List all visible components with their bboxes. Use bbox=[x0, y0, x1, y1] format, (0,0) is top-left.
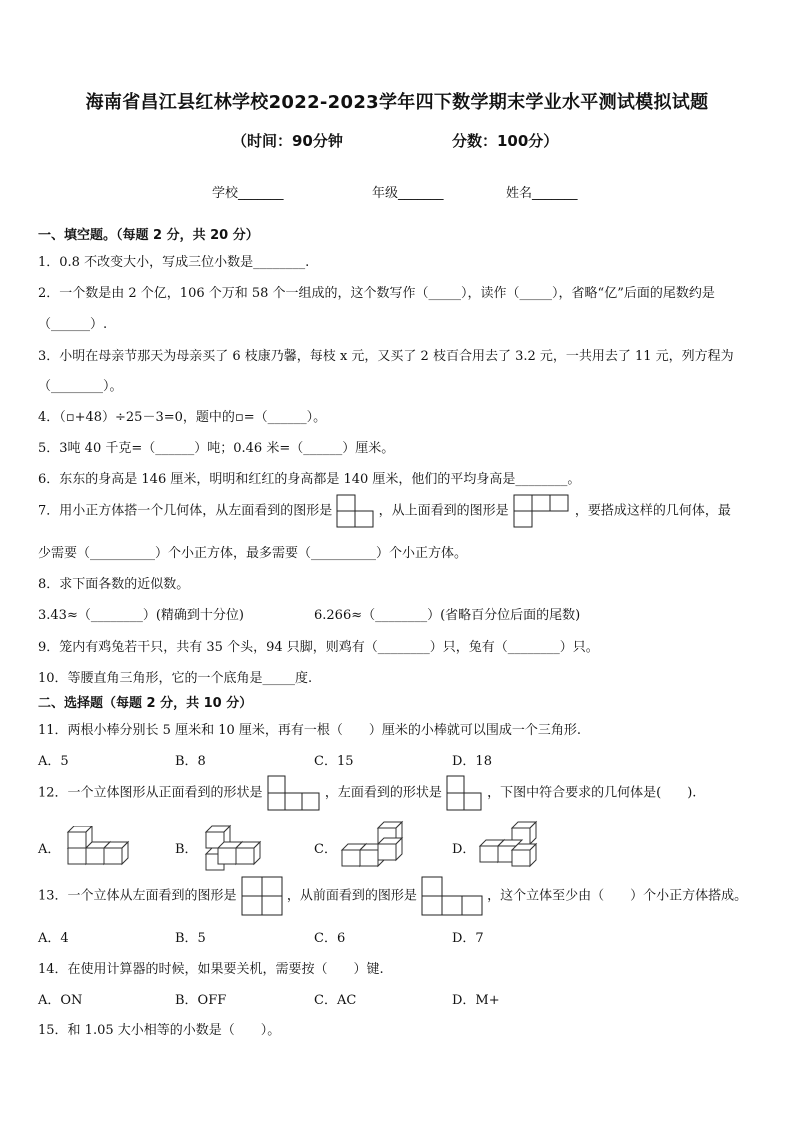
q11-option-b: B．8 bbox=[175, 754, 206, 769]
question-13-text-b: ，从前面看到的图形是 bbox=[286, 888, 417, 904]
cube-figure-a bbox=[66, 826, 132, 866]
q13-option-a: A．4 bbox=[38, 931, 69, 946]
q14-option-d: D．M+ bbox=[452, 993, 500, 1008]
q12-option-c: C． bbox=[314, 842, 337, 857]
q14-option-b: B．OFF bbox=[175, 993, 227, 1008]
question-8: 8．求下面各数的近似数。 bbox=[38, 577, 190, 592]
grade-field: 年级_______ bbox=[372, 186, 444, 201]
q13-option-d: D．7 bbox=[452, 931, 484, 946]
question-2-cont: （______）. bbox=[38, 317, 108, 332]
q12-option-d: D． bbox=[452, 842, 476, 857]
top-view-figure bbox=[513, 494, 571, 528]
front-view-figure bbox=[267, 775, 321, 811]
question-12-text-c: ，下图中符合要求的几何体是( ). bbox=[487, 785, 697, 801]
page-title: 海南省昌江县红林学校2022-2023学年四下数学期末学业水平测试模拟试题 bbox=[85, 92, 709, 113]
question-8b: 6.266≈（________）(省略百分位后面的尾数) bbox=[314, 608, 581, 623]
question-7 bbox=[38, 494, 731, 528]
q13-option-c: C．6 bbox=[314, 931, 346, 946]
question-13 bbox=[38, 876, 747, 916]
q13-option-b: B．5 bbox=[175, 931, 206, 946]
question-7-text-b: ，从上面看到的图形是 bbox=[378, 503, 509, 519]
question-14: 14．在使用计算器的时候，如果要关机，需要按（ ）键. bbox=[38, 962, 384, 977]
question-10: 10．等腰直角三角形，它的一个底角是_____度. bbox=[38, 671, 313, 686]
question-12-text-a: 12．一个立体图形从正面看到的形状是 bbox=[38, 785, 263, 801]
question-13-text-c: ，这个立体至少由（ ）个小正方体搭成。 bbox=[487, 888, 748, 904]
left-view-figure-13 bbox=[241, 876, 283, 916]
name-field: 姓名_______ bbox=[506, 186, 578, 201]
section-fill-blank: 一、填空题。（每题 2 分，共 20 分） bbox=[38, 228, 259, 243]
q11-option-c: C．15 bbox=[314, 754, 354, 769]
q11-option-d: D．18 bbox=[452, 754, 492, 769]
question-8a: 3.43≈（________）(精确到十分位) bbox=[38, 608, 244, 623]
q11-option-a: A．5 bbox=[38, 754, 69, 769]
q12-option-a: A． bbox=[38, 842, 61, 857]
q14-option-a: A．ON bbox=[38, 993, 83, 1008]
cube-figure-b bbox=[200, 824, 266, 872]
left-view-figure-12 bbox=[446, 775, 483, 811]
q14-option-c: C．AC bbox=[314, 993, 357, 1008]
question-2: 2．一个数是由 2 个亿，106 个万和 58 个一组成的，这个数写作（_____），读作（_____），省略“亿”后面的尾数约是 bbox=[38, 286, 715, 301]
question-11: 11．两根小棒分别长 5 厘米和 10 厘米，再有一根（ ）厘米的小棒就可以围成一个三角形. bbox=[38, 723, 582, 738]
question-3: 3．小明在母亲节那天为母亲买了 6 枝康乃馨，每枝 x 元，又买了 2 枝百合用去了 3.2 元，一共用去了 11 元，列方程为 bbox=[38, 349, 734, 364]
question-12 bbox=[38, 775, 696, 811]
question-7-cont: 少需要（__________）个小正方体，最多需要（__________）个小正方体。 bbox=[38, 546, 468, 561]
question-7-text-c: ，要搭成这样的几何体，最 bbox=[574, 503, 731, 519]
cube-figure-c bbox=[340, 820, 406, 870]
time-label: （时间：90分钟 bbox=[232, 132, 343, 150]
section-multiple-choice: 二、选择题（每题 2 分，共 10 分） bbox=[38, 696, 253, 711]
question-12-text-b: ，左面看到的形状是 bbox=[324, 785, 442, 801]
question-1: 1．0.8 不改变大小，写成三位小数是________. bbox=[38, 255, 310, 270]
question-7-text-a: 7．用小正方体搭一个几何体，从左面看到的图形是 bbox=[38, 503, 333, 519]
question-15: 15．和 1.05 大小相等的小数是（ ）。 bbox=[38, 1023, 281, 1038]
question-9: 9．笼内有鸡兔若干只，共有 35 个头，94 只脚，则鸡有（________）只，兔有（________）只。 bbox=[38, 640, 599, 655]
school-field: 学校_______ bbox=[212, 186, 284, 201]
score-label: 分数：100分） bbox=[452, 132, 559, 150]
question-4: 4．（▫+48）÷25－3=0，题中的▫=（______）。 bbox=[38, 410, 327, 425]
q12-option-b: B． bbox=[175, 842, 198, 857]
cube-figure-d bbox=[478, 820, 544, 870]
question-3-cont: （________）。 bbox=[38, 379, 123, 394]
question-13-text-a: 13．一个立体从左面看到的图形是 bbox=[38, 888, 237, 904]
question-6: 6．东东的身高是 146 厘米，明明和红红的身高都是 140 厘米，他们的平均身高是________。 bbox=[38, 472, 581, 487]
front-view-figure-13 bbox=[421, 876, 483, 916]
left-view-figure bbox=[336, 494, 374, 528]
question-5: 5．3吨 40 千克=（______）吨；0.46 米=（______）厘米。 bbox=[38, 441, 395, 456]
